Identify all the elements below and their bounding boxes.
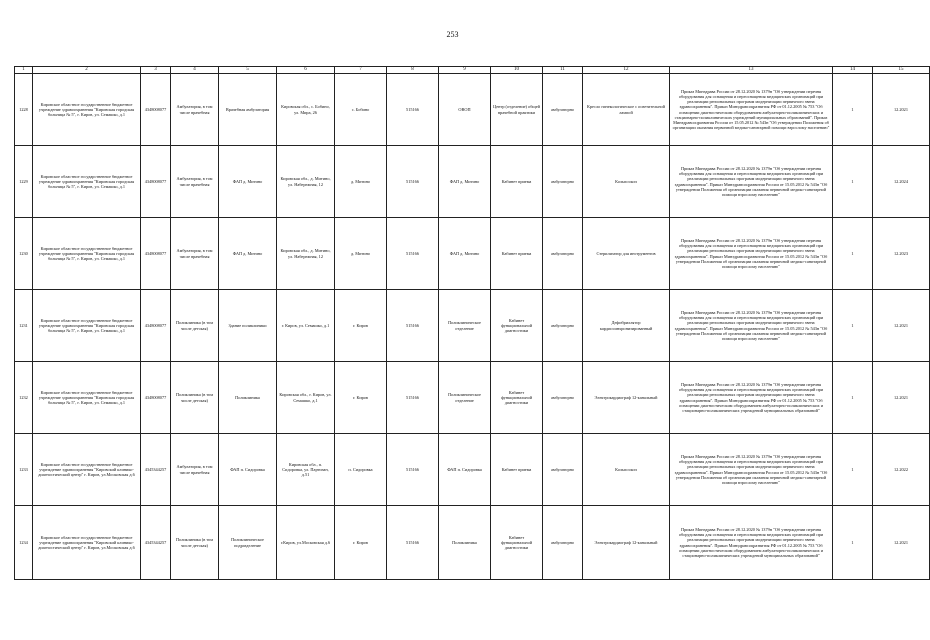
- column-header-1: 1: [15, 67, 33, 74]
- equipment-name-cell: Электрокардиограф 12-канальный: [583, 362, 670, 434]
- address-cell: Кировская обл., д. Митино, ул. Набережная, 12: [277, 218, 335, 290]
- cabinet-cell: Кабинет приема: [491, 434, 543, 506]
- code-cell: 515166: [387, 506, 439, 580]
- code-cell: 515166: [387, 434, 439, 506]
- cabinet-cell: Центр (отделение) общей врачебной практики: [491, 74, 543, 146]
- row-number-cell: 1228: [15, 74, 33, 146]
- column-header-7: 7: [335, 67, 387, 74]
- row-number-cell: 1230: [15, 218, 33, 290]
- regulation-cell: Приказ Минздрава России от 28.12.2020 № 1379н "Об утверждении перечня оборудования для оснащения и переоснащения медицинских организаций при реализации региональных программ модернизации первичного звена здравоохранения". Приказ Минздравсоцразвития РФ от 01.12.2005 № 753 "Об оснащении диагностическим оборудованием амбулаторно-поликлинических и стационарно-поликлинических учреждений муниципальных образований": [670, 362, 833, 434]
- address-cell: Кировская обл., с. Бобино, ул. Мира, 26: [277, 74, 335, 146]
- settlement-cell: с. Бобино: [335, 74, 387, 146]
- inn-cell: 4348008077: [141, 74, 171, 146]
- row-number-cell: 1231: [15, 290, 33, 362]
- regulation-cell: Приказ Минздрава России от 28.12.2020 № 1379н "Об утверждении перечня оборудования для оснащения и переоснащения медицинских организаций при реализации региональных программ модернизации первичного звена здравоохранения". Приказ Минздравсоцразвития России от 15.05.2012 № 543н "Об утверждении Положения об организации оказания первичной медико-санитарной помощи взрослому населению": [670, 218, 833, 290]
- facility-type-cell: Амбулатория, в том числе врачебная: [171, 74, 219, 146]
- address-cell: г. Киров, ул. Семашко, д.1: [277, 290, 335, 362]
- column-header-10: 10: [491, 67, 543, 74]
- quantity-cell: 1: [833, 506, 873, 580]
- inn-cell: 4345344257: [141, 506, 171, 580]
- settlement-cell: г. Киров: [335, 290, 387, 362]
- equipment-name-cell: Дефибриллятор кардиосинхронизированный: [583, 290, 670, 362]
- facility-type-cell: Поликлиника (в том числе детская): [171, 290, 219, 362]
- quantity-cell: 1: [833, 434, 873, 506]
- department-cell: ФАП д. Митино: [439, 218, 491, 290]
- column-header-4: 4: [171, 67, 219, 74]
- date-cell: 12.2021: [873, 74, 930, 146]
- department-cell: Поликлиническое отделение: [439, 362, 491, 434]
- department-cell: Поликлиническое отделение: [439, 290, 491, 362]
- subdivision-cell: Поликлиника: [219, 362, 277, 434]
- quantity-cell: 1: [833, 362, 873, 434]
- care-conditions-cell: амбулаторно: [543, 290, 583, 362]
- subdivision-cell: ФАП д. Митино: [219, 218, 277, 290]
- row-number-cell: 1234: [15, 506, 33, 580]
- regulation-cell: Приказ Минздрава России от 28.12.2020 № 1379н "Об утверждении перечня оборудования для оснащения и переоснащения медицинских организаций при реализации региональных программ модернизации первичного звена здравоохранения". Приказ Минздравсоцразвития РФ от 01.12.2005 № 753 "Об оснащении диагностическим оборудованием амбулаторно-поликлинических и стационарно-поликлинических учреждений муниципальных образований": [670, 506, 833, 580]
- organization-name-cell: Кировское областное государственное бюджетное учреждение здравоохранения "Кировская городская больница № 5", г. Киров, ул. Семашко, д.1: [33, 74, 141, 146]
- equipment-table: [14, 66, 930, 580]
- care-conditions-cell: амбулаторно: [543, 362, 583, 434]
- settlement-cell: г. Киров: [335, 362, 387, 434]
- code-cell: 515166: [387, 218, 439, 290]
- subdivision-cell: Поликлиническое подразделение: [219, 506, 277, 580]
- table-row: [15, 290, 930, 362]
- cabinet-cell: Кабинет приема: [491, 218, 543, 290]
- cabinet-cell: Кабинет функциональной диагностики: [491, 506, 543, 580]
- organization-name-cell: Кировское областное государственное бюджетное учреждение здравоохранения "Кировский клинико-диагностический центр" г. Киров, ул.Московская д.6: [33, 506, 141, 580]
- table-row: [15, 434, 930, 506]
- facility-type-cell: Амбулатория, в том числе врачебная: [171, 146, 219, 218]
- table-row: [15, 218, 930, 290]
- organization-name-cell: Кировское областное государственное бюджетное учреждение здравоохранения "Кировский клинико-диагностический центр" г. Киров, ул.Московская д.6: [33, 434, 141, 506]
- date-cell: 12.2021: [873, 362, 930, 434]
- organization-name-cell: Кировское областное государственное бюджетное учреждение здравоохранения "Кировская городская больница № 5", г. Киров, ул. Семашко, д.1: [33, 290, 141, 362]
- column-header-6: 6: [277, 67, 335, 74]
- subdivision-cell: ФАП д. Митино: [219, 146, 277, 218]
- inn-cell: 4348008077: [141, 362, 171, 434]
- quantity-cell: 1: [833, 146, 873, 218]
- care-conditions-cell: амбулаторно: [543, 218, 583, 290]
- date-cell: 12.2023: [873, 218, 930, 290]
- care-conditions-cell: амбулаторно: [543, 506, 583, 580]
- column-header-9: 9: [439, 67, 491, 74]
- address-cell: г.Киров, ул.Московская д.6: [277, 506, 335, 580]
- equipment-name-cell: Электрокардиограф 12-канальный: [583, 506, 670, 580]
- facility-type-cell: Поликлиника (в том числе детская): [171, 506, 219, 580]
- equipment-name-cell: Стерилизатор для инструментов: [583, 218, 670, 290]
- cabinet-cell: Кабинет функциональной диагностики: [491, 290, 543, 362]
- facility-type-cell: Амбулатория, в том числе врачебная: [171, 434, 219, 506]
- subdivision-cell: Здание поликлиники: [219, 290, 277, 362]
- column-header-8: 8: [387, 67, 439, 74]
- row-number-cell: 1232: [15, 362, 33, 434]
- address-cell: Кировская обл., п. Сидоровка, ул. Партизан, д.51: [277, 434, 335, 506]
- column-header-12: 12: [583, 67, 670, 74]
- column-header-15: 15: [873, 67, 930, 74]
- organization-name-cell: Кировское областное государственное бюджетное учреждение здравоохранения "Кировская городская больница № 5", г. Киров, ул. Семашко, д.1: [33, 218, 141, 290]
- inn-cell: 4348008077: [141, 218, 171, 290]
- subdivision-cell: Врачебная амбулатория: [219, 74, 277, 146]
- column-header-14: 14: [833, 67, 873, 74]
- settlement-cell: д. Митино: [335, 146, 387, 218]
- equipment-name-cell: Кольпоскоп: [583, 434, 670, 506]
- address-cell: Кировская обл., г. Киров, ул. Семашко, д.1: [277, 362, 335, 434]
- department-cell: ОВОП: [439, 74, 491, 146]
- regulation-cell: Приказ Минздрава России от 28.12.2020 № 1379н "Об утверждении перечня оборудования для оснащения и переоснащения медицинских организаций при реализации региональных программ модернизации первичного звена здравоохранения". Приказ Минздравсоцразвития России от 15.05.2012 № 543н "Об утверждении Положения об организации оказания первичной медико-санитарной помощи взрослому населению": [670, 434, 833, 506]
- date-cell: 12.2021: [873, 506, 930, 580]
- table-row: [15, 74, 930, 146]
- address-cell: Кировская обл., д. Митино, ул. Набережная, 12: [277, 146, 335, 218]
- cabinet-cell: Кабинет приема: [491, 146, 543, 218]
- regulation-cell: Приказ Минздрава России от 28.12.2020 № 1379н "Об утверждении перечня оборудования для оснащения и переоснащения медицинских организаций при реализации региональных программ модернизации первичного звена здравоохранения". Приказ Минздравсоцразвития России от 15.05.2012 № 543н "Об утверждении Положения об организации оказания первичной медико-санитарной помощи взрослому населению": [670, 146, 833, 218]
- quantity-cell: 1: [833, 290, 873, 362]
- department-cell: ФАП п. Сидоровка: [439, 434, 491, 506]
- care-conditions-cell: амбулаторно: [543, 434, 583, 506]
- column-header-5: 5: [219, 67, 277, 74]
- column-header-13: 13: [670, 67, 833, 74]
- care-conditions-cell: амбулаторно: [543, 74, 583, 146]
- date-cell: 12.2024: [873, 146, 930, 218]
- code-cell: 515166: [387, 362, 439, 434]
- organization-name-cell: Кировское областное государственное бюджетное учреждение здравоохранения "Кировская городская больница № 5", г. Киров, ул. Семашко, д.1: [33, 146, 141, 218]
- regulation-cell: Приказ Минздрава России от 28.12.2020 № 1379н "Об утверждении перечня оборудования для оснащения и переоснащения медицинских организаций при реализации региональных программ модернизации первичного звена здравоохранения". Приказ Минздравсоцразвития РФ от 01.12.2005 № 753 "Об оснащении диагностическим оборудованием амбулаторно-поликлинических и стационарно-поликлинических учреждений муниципальных образований". Приказ Минздравсоцразвития России от 15.05.2012 № 543н "Об утверждении Положения об организации оказания первичной медико-санитарной помощи взрослому населению": [670, 74, 833, 146]
- cabinet-cell: Кабинет функциональной диагностики: [491, 362, 543, 434]
- settlement-cell: г. Киров: [335, 506, 387, 580]
- department-cell: Поликлиника: [439, 506, 491, 580]
- facility-type-cell: Поликлиника (в том числе детская): [171, 362, 219, 434]
- code-cell: 515166: [387, 290, 439, 362]
- inn-cell: 4348008077: [141, 146, 171, 218]
- row-number-cell: 1233: [15, 434, 33, 506]
- quantity-cell: 1: [833, 74, 873, 146]
- table-row: [15, 506, 930, 580]
- table-row: [15, 146, 930, 218]
- column-header-2: 2: [33, 67, 141, 74]
- code-cell: 515166: [387, 74, 439, 146]
- code-cell: 515166: [387, 146, 439, 218]
- equipment-name-cell: Кресло гинекологическое с осветительной лампой: [583, 74, 670, 146]
- page-number: 253: [446, 30, 459, 39]
- inn-cell: 4348008077: [141, 290, 171, 362]
- table-row: [15, 362, 930, 434]
- settlement-cell: п. Сидоровка: [335, 434, 387, 506]
- care-conditions-cell: амбулаторно: [543, 146, 583, 218]
- row-number-cell: 1229: [15, 146, 33, 218]
- quantity-cell: 1: [833, 218, 873, 290]
- column-header-11: 11: [543, 67, 583, 74]
- equipment-name-cell: Кольпоскоп: [583, 146, 670, 218]
- inn-cell: 4345344257: [141, 434, 171, 506]
- subdivision-cell: ФАП п. Сидоровка: [219, 434, 277, 506]
- table-header-row: [15, 67, 930, 74]
- facility-type-cell: Амбулатория, в том числе врачебная: [171, 218, 219, 290]
- column-header-3: 3: [141, 67, 171, 74]
- date-cell: 12.2021: [873, 290, 930, 362]
- date-cell: 12.2022: [873, 434, 930, 506]
- department-cell: ФАП д. Митино: [439, 146, 491, 218]
- table-body: [15, 74, 930, 580]
- settlement-cell: д. Митино: [335, 218, 387, 290]
- regulation-cell: Приказ Минздрава России от 28.12.2020 № 1379н "Об утверждении перечня оборудования для оснащения и переоснащения медицинских организаций при реализации региональных программ модернизации первичного звена здравоохранения". Приказ Минздравсоцразвития России от 15.05.2012 № 543н "Об утверждении Положения об организации оказания первичной медико-санитарной помощи взрослому населению": [670, 290, 833, 362]
- organization-name-cell: Кировское областное государственное бюджетное учреждение здравоохранения "Кировская городская больница № 5", г. Киров, ул. Семашко, д.1: [33, 362, 141, 434]
